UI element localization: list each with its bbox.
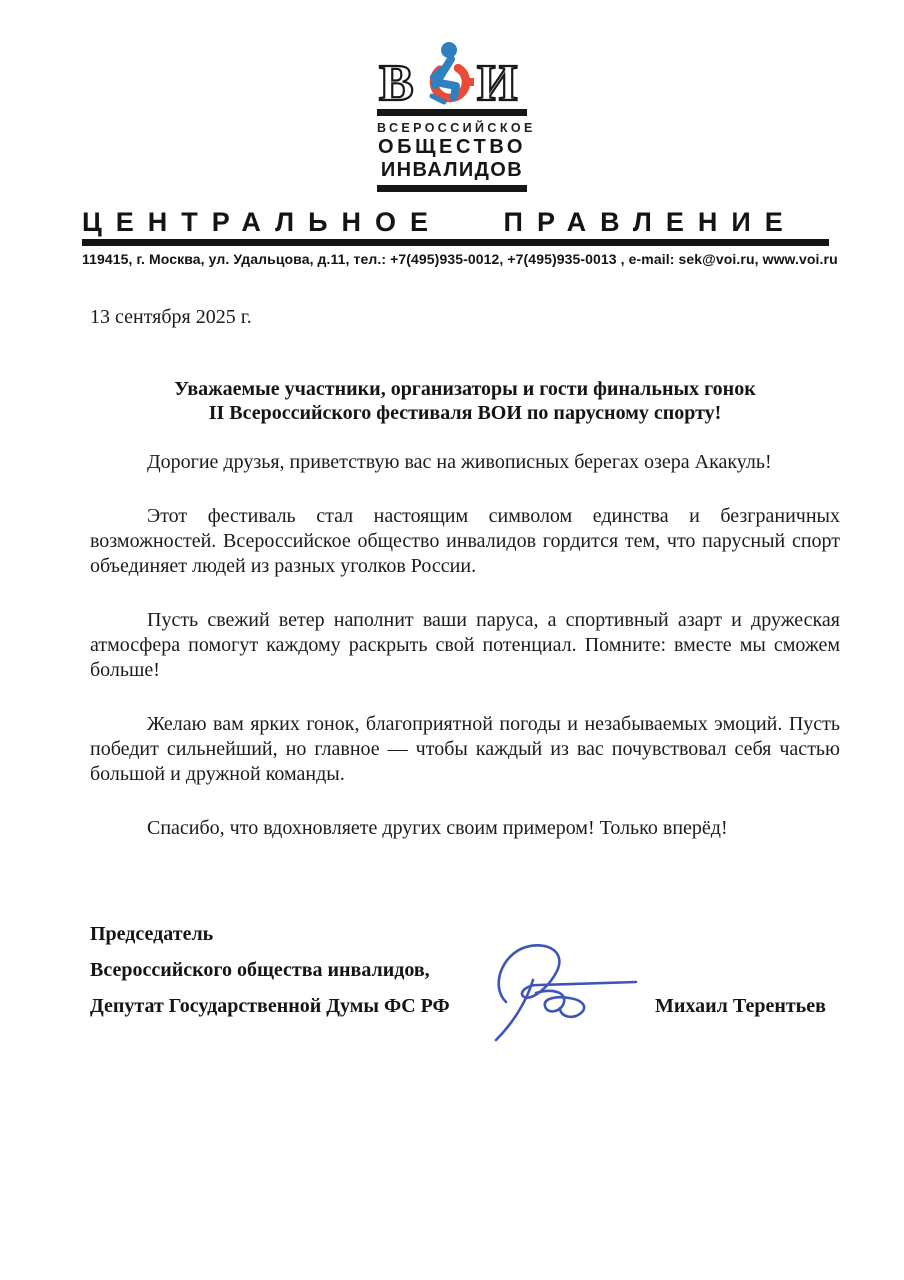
voi-logo bbox=[377, 38, 536, 192]
logo-divider-bar-bottom bbox=[377, 185, 527, 192]
logo-letter-v: В bbox=[379, 55, 414, 108]
letter-paragraph: Пусть свежий ветер наполнит ваши паруса, а спортивный азарт и дружеская атмосфера помогут каждому раскрыть свой потенциал. Помните: вместе мы сможем больше! bbox=[90, 609, 840, 681]
voi-logo-letters-and-wheelchair-icon bbox=[377, 38, 527, 108]
signature-title-line-1: Председатель bbox=[90, 923, 214, 945]
signer-name: Михаил Терентьев bbox=[655, 995, 826, 1017]
logo-org-line-3: ИНВАЛИДОВ bbox=[380, 159, 524, 181]
signature-title-block bbox=[90, 916, 450, 1024]
letter-heading-line-1: Уважаемые участники, организаторы и гости финальных гонок bbox=[174, 378, 756, 400]
letter-body bbox=[90, 450, 840, 870]
letter-paragraph: Желаю вам ярких гонок, благоприятной погоды и незабываемых эмоций. Пусть победит сильнейший, но главное — чтобы каждый из вас почувствовал себя частью большой и дружной команды. bbox=[90, 713, 840, 785]
signature-title-line-2: Всероссийского общества инвалидов, bbox=[90, 959, 430, 981]
logo-divider-bar-top bbox=[377, 109, 527, 116]
header-rule-bar bbox=[82, 239, 829, 246]
letter-date: 13 сентября 2025 г. bbox=[90, 306, 252, 328]
department-title: ЦЕНТРАЛЬНОЕ ПРАВЛЕНИЕ bbox=[82, 207, 797, 237]
signature-title-line-3: Депутат Государственной Думы ФС РФ bbox=[90, 995, 450, 1017]
wheelchair-icon bbox=[432, 42, 474, 102]
contact-address-line: 119415, г. Москва, ул. Удальцова, д.11, тел.: +7(495)935-0012, +7(495)935-0013 , e-mail: sek@voi.ru, www.voi.ru bbox=[82, 251, 838, 267]
letter-paragraph: Этот фестиваль стал настоящим символом единства и безграничных возможностей. Всероссийское общество инвалидов гордится тем, что парусный спорт объединяет людей из разных уголков России. bbox=[90, 505, 840, 577]
letter-heading-line-2: II Всероссийского фестиваля ВОИ по парусному спорту! bbox=[208, 402, 722, 424]
logo-org-line-2: ОБЩЕСТВО bbox=[377, 136, 527, 158]
letter-heading bbox=[90, 377, 840, 425]
logo-org-line-1: ВСЕРОССИЙСКОЕ bbox=[377, 121, 536, 135]
logo-letter-i: И bbox=[477, 55, 518, 108]
handwritten-signature bbox=[476, 940, 646, 1045]
letter-paragraph: Спасибо, что вдохновляете других своим примером! Только вперёд! bbox=[147, 817, 728, 839]
letter-paragraph: Дорогие друзья, приветствую вас на живописных берегах озера Акакуль! bbox=[147, 451, 772, 473]
